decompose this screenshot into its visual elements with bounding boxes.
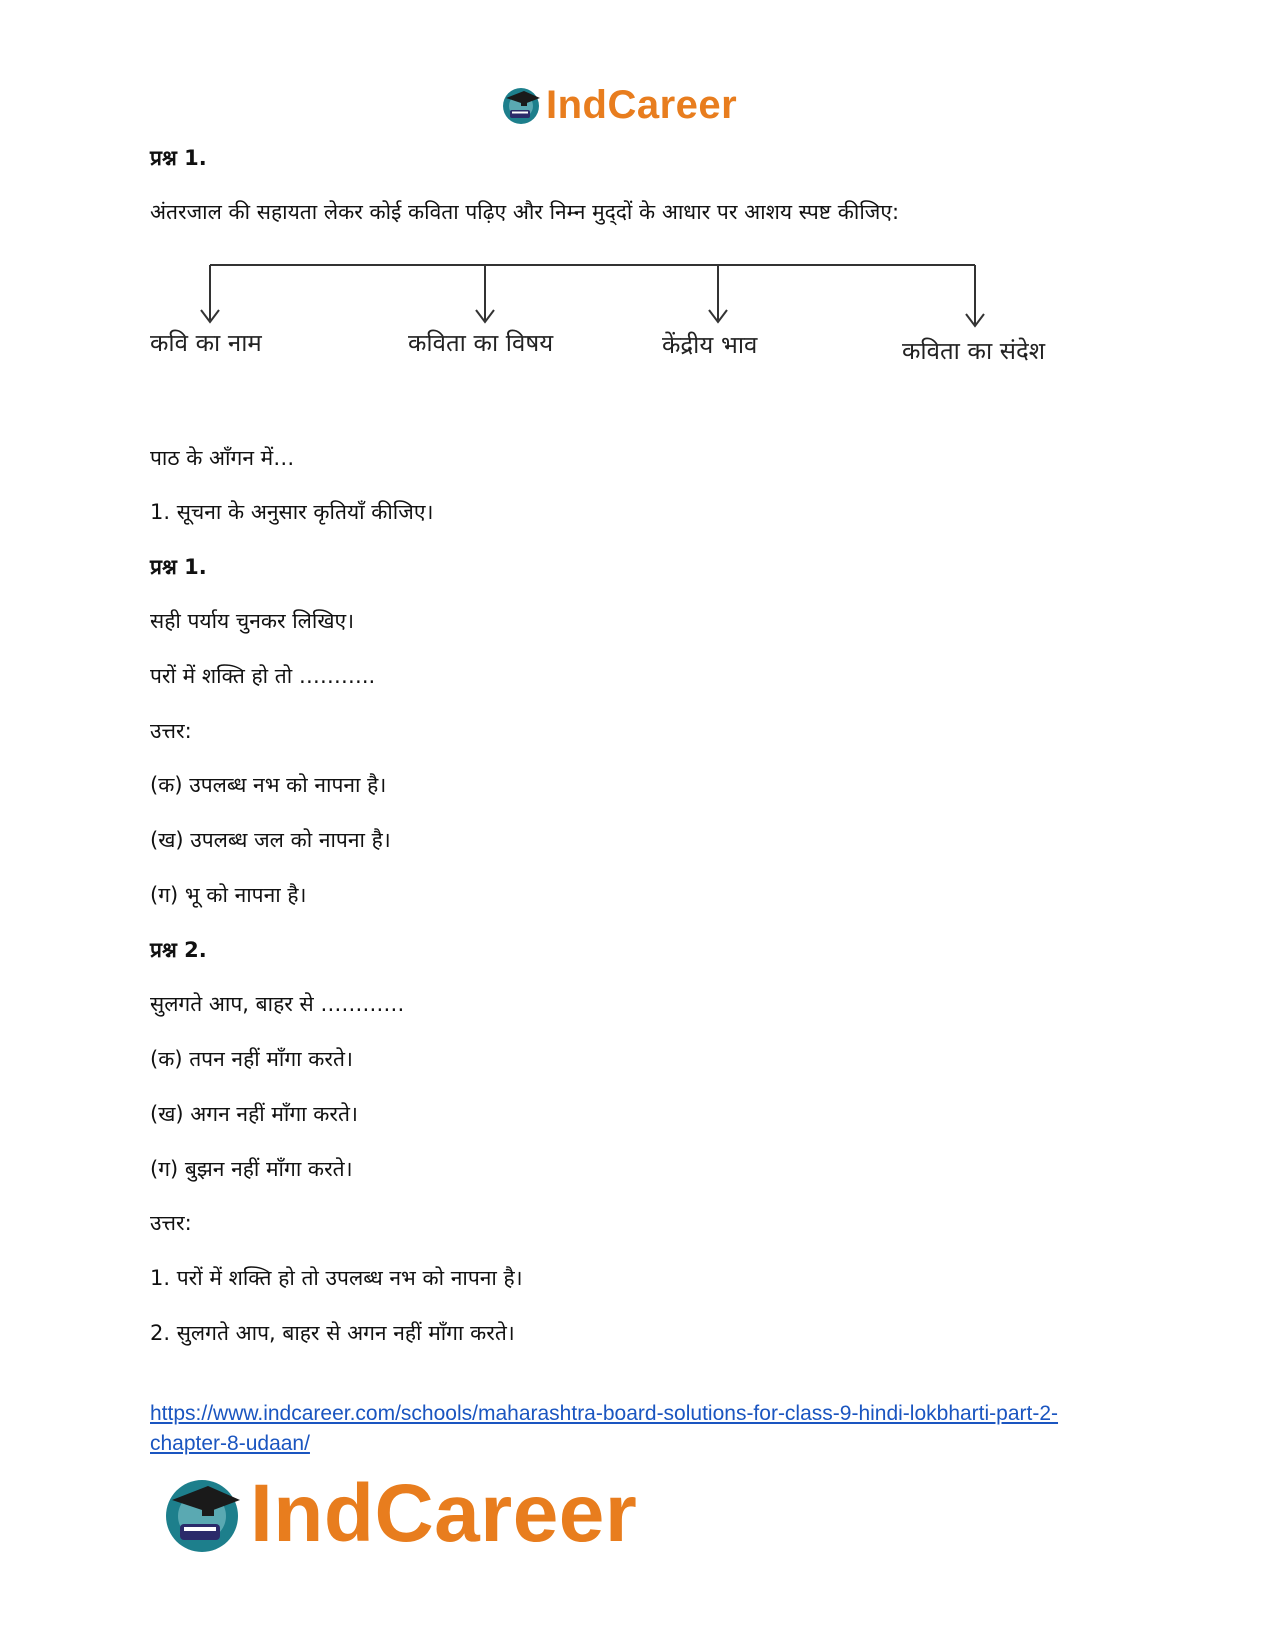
q2-option-ga: (ग) बुझन नहीं माँगा करते। [150, 1157, 353, 1181]
section-title: पाठ के आँगन में… [150, 446, 295, 470]
intro-question: अंतरजाल की सहायता लेकर कोई कविता पढ़िए और निम्न मुद्‌दों के आधार पर आशय स्पष्ट कीजिए: [150, 200, 900, 224]
graduation-cap-globe-icon [500, 84, 542, 126]
header-logo [500, 78, 780, 132]
q2-answer-label: उत्तर: [150, 1211, 192, 1235]
q2-option-ka: (क) तपन नहीं माँगा करते। [150, 1047, 353, 1071]
brand-name: IndCareer [250, 1468, 638, 1559]
answer-2: 2. सुलगते आप, बाहर से अगन नहीं माँगा करते। [150, 1321, 515, 1345]
poem-analysis-diagram [150, 262, 1130, 412]
diagram-connectors [150, 262, 1130, 342]
q1-option-ga: (ग) भू को नापना है। [150, 883, 307, 907]
diagram-label-central-idea: केंद्रीय भाव [662, 331, 758, 359]
q1-option-ka: (क) उपलब्ध नभ को नापना है। [150, 773, 387, 797]
q2-heading: प्रश्न 2. [150, 938, 207, 962]
brand-name: IndCareer [546, 83, 738, 127]
diagram-label-poem-subject: कविता का विषय [408, 329, 554, 357]
answer-1: 1. परों में शक्ति हो तो उपलब्ध नभ को नापना है। [150, 1266, 523, 1290]
q2-option-kha: (ख) अगन नहीं माँगा करते। [150, 1102, 358, 1126]
activity-heading: 1. सूचना के अनुसार कृतियाँ कीजिए। [150, 500, 434, 524]
q1-answer-label: उत्तर: [150, 719, 192, 743]
q1-instruction: सही पर्याय चुनकर लिखिए। [150, 609, 355, 633]
diagram-label-poem-message: कविता का संदेश [902, 337, 1046, 365]
source-link[interactable]: https://www.indcareer.com/schools/maharashtra-board-solutions-for-class-9-hindi-lokbharti-part-2-chapter-8-udaan/ [150, 1402, 1059, 1455]
q2-stem: सुलगते आप, बाहर से ………… [150, 992, 405, 1016]
diagram-label-poet-name: कवि का नाम [150, 329, 262, 357]
q1-stem: परों में शक्ति हो तो ……….. [150, 664, 376, 688]
q1-option-kha: (ख) उपलब्ध जल को नापना है। [150, 828, 391, 852]
q1-heading: प्रश्न 1. [150, 555, 207, 579]
footer-logo [160, 1468, 720, 1560]
question-heading: प्रश्न 1. [150, 146, 207, 170]
graduation-cap-globe-icon [160, 1472, 244, 1556]
